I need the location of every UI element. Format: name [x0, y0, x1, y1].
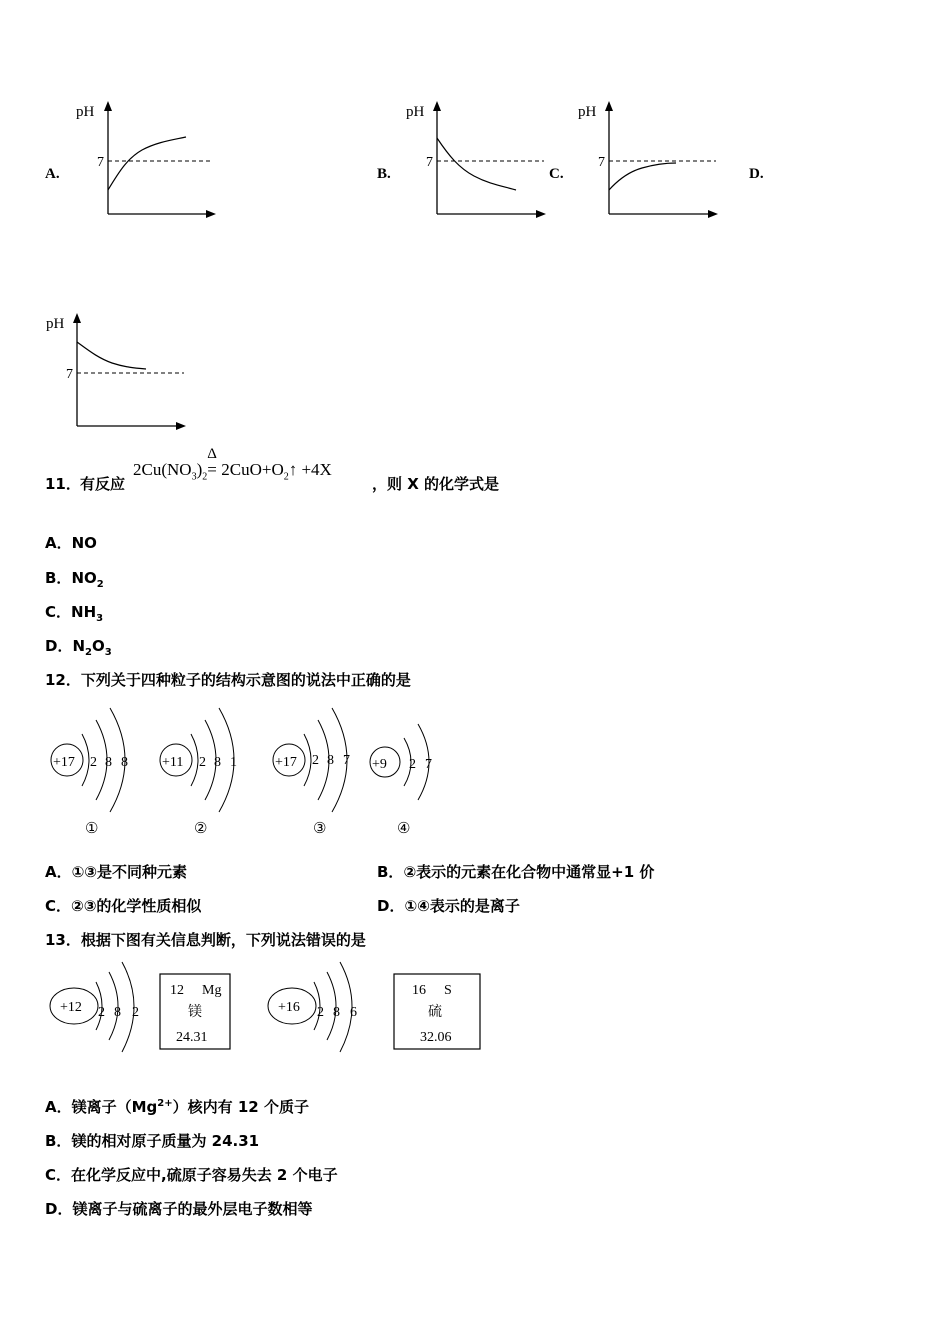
opt-tail: O	[91, 637, 105, 655]
opt-text: NO	[71, 534, 97, 552]
ph-graph-b	[404, 98, 554, 223]
opt-text: ②表示的元素在化合物中通常显+1 价	[403, 863, 655, 881]
opt-label: C．	[45, 1166, 72, 1184]
particle-2	[160, 708, 237, 837]
opt-label: C．	[45, 897, 72, 915]
q11-equation	[133, 446, 332, 483]
particle-4-tag: ④	[397, 821, 411, 837]
s-shell-2: 8	[333, 1005, 340, 1020]
particle-1	[51, 708, 128, 837]
mg-shell-1: 2	[98, 1005, 105, 1020]
s-card-mass: 32.06	[420, 1030, 452, 1045]
graph-a-axis-label: pH	[76, 104, 95, 120]
eq-sub3: 2	[283, 471, 289, 483]
eq-condition: Δ	[207, 446, 217, 462]
opt-text: N	[72, 637, 86, 655]
opt-text: NH	[71, 603, 97, 621]
opt-label: A．	[45, 863, 72, 881]
particle-4	[370, 724, 432, 837]
particle-3-shell-3: 7	[343, 753, 350, 768]
s-shell-3: 6	[350, 1005, 357, 1020]
q12-option-b[interactable]	[377, 861, 654, 882]
particle-2-shell-2: 8	[214, 755, 221, 770]
particle-1-shell-2: 8	[105, 755, 112, 770]
particle-3	[273, 708, 350, 837]
eq-product1: 2CuO+O	[221, 460, 284, 479]
ph-graph-d	[44, 310, 194, 435]
graph-c-label: C.	[549, 166, 564, 182]
eq-equals: =	[207, 460, 217, 479]
particle-4-shell-1: 2	[409, 757, 416, 772]
eq-sub2: 2	[202, 471, 208, 483]
mg-nucleus: +12	[60, 1000, 82, 1015]
opt-text: ①③是不同种元素	[71, 863, 188, 881]
particle-2-tag: ②	[194, 821, 208, 837]
particle-2-shell-3: 1	[230, 755, 237, 770]
question-13-stem	[45, 929, 366, 950]
mg-atom	[50, 962, 139, 1052]
q12-option-a[interactable]	[45, 861, 187, 882]
q12-option-c[interactable]	[45, 895, 201, 916]
q13-option-c[interactable]	[45, 1164, 338, 1185]
mg-card-symbol: Mg	[202, 983, 222, 998]
particle-2-shell-1: 2	[199, 755, 206, 770]
opt-text-pre: 镁离子（Mg	[71, 1098, 158, 1116]
graph-b-label: B.	[377, 166, 391, 182]
opt-sup: 2+	[157, 1098, 173, 1109]
q11-option-a[interactable]	[45, 532, 97, 553]
q13-atom-diagrams	[40, 960, 490, 1060]
q13-number: 13．	[45, 931, 81, 949]
opt-text: 镁离子与硫离子的最外层电子数相等	[72, 1200, 313, 1218]
graph-a-label: A.	[45, 166, 60, 182]
opt-text: 镁的相对原子质量为 24.31	[71, 1132, 260, 1150]
q13-option-b[interactable]	[45, 1130, 259, 1151]
graph-c-ref: 7	[598, 155, 605, 170]
mg-card-number: 12	[170, 983, 184, 998]
q11-prefix: 有反应	[80, 475, 126, 493]
opt-label: D．	[377, 897, 405, 915]
s-nucleus: +16	[278, 1000, 300, 1015]
mg-shell-3: 2	[132, 1005, 139, 1020]
mg-element-card	[160, 974, 230, 1049]
q11-option-d[interactable]	[45, 635, 112, 658]
opt-text: ①④表示的是离子	[404, 897, 520, 915]
q11-option-b[interactable]	[45, 567, 104, 590]
opt-sub: 2	[96, 579, 104, 590]
s-atom	[268, 962, 357, 1052]
q12-particle-diagrams	[40, 702, 460, 844]
graph-b	[376, 98, 556, 228]
graph-c	[548, 98, 728, 228]
opt-label: B．	[45, 1132, 72, 1150]
eq-sub1: 3	[191, 471, 197, 483]
q13-option-d[interactable]	[45, 1198, 312, 1219]
particle-1-shell-1: 2	[90, 755, 97, 770]
graph-d-label: D.	[749, 166, 764, 182]
graph-a-ref: 7	[97, 155, 104, 170]
s-shell-1: 2	[317, 1005, 324, 1020]
question-12-stem	[45, 669, 411, 690]
q12-option-d[interactable]	[377, 895, 520, 916]
opt-label: D．	[45, 1200, 73, 1218]
q11-option-c[interactable]	[45, 601, 103, 624]
particle-3-tag: ③	[313, 821, 327, 837]
opt-sub: 2	[85, 647, 92, 658]
particle-1-tag: ①	[85, 821, 99, 837]
opt-label: A．	[45, 1098, 72, 1116]
eq-product2: +4X	[297, 460, 332, 479]
mg-shell-2: 8	[114, 1005, 121, 1020]
particle-3-nucleus: +17	[275, 755, 297, 770]
opt-label: B．	[45, 569, 72, 587]
graph-a	[44, 98, 224, 228]
opt-text-post: ）核内有 12 个质子	[172, 1098, 309, 1116]
particle-4-shell-2: 7	[425, 757, 432, 772]
graph-d-axis-label: pH	[46, 316, 65, 332]
mg-card-mass: 24.31	[176, 1030, 208, 1045]
particle-2-nucleus: +11	[162, 755, 184, 770]
opt-sub: 3	[96, 613, 104, 624]
q12-number: 12．	[45, 671, 81, 689]
opt-label: D．	[45, 637, 73, 655]
opt-label: B．	[377, 863, 404, 881]
graph-b-axis-label: pH	[406, 104, 425, 120]
opt-label: A．	[45, 534, 72, 552]
s-card-number: 16	[412, 983, 426, 998]
opt-text: ②③的化学性质相似	[71, 897, 202, 915]
q13-stem-text: 根据下图有关信息判断，下列说法错误的是	[80, 931, 366, 949]
particle-1-nucleus: +17	[53, 755, 75, 770]
s-card-symbol: S	[444, 983, 452, 998]
ph-graph-c	[576, 98, 726, 223]
opt-label: C．	[45, 603, 72, 621]
q11-suffix: ，则 X 的化学式是	[372, 475, 500, 493]
mg-card-name: 镁	[188, 1005, 202, 1020]
graph-c-axis-label: pH	[578, 104, 597, 120]
s-element-card	[394, 974, 480, 1049]
q13-option-a[interactable]	[45, 1096, 309, 1117]
particle-3-shell-1: 2	[312, 753, 319, 768]
graph-b-ref: 7	[426, 155, 433, 170]
opt-sub2: 3	[104, 647, 112, 658]
opt-text: NO	[71, 569, 97, 587]
particle-1-shell-3: 8	[121, 755, 128, 770]
q11-number: 11．	[45, 475, 81, 493]
eq-paren: )	[196, 460, 203, 479]
ph-graph-a	[72, 98, 222, 223]
eq-reactant: 2Cu(NO	[133, 460, 192, 479]
opt-text: 在化学反应中,硫原子容易失去 2 个电子	[71, 1166, 338, 1184]
s-card-name: 硫	[428, 1005, 442, 1020]
graph-d-ref: 7	[66, 367, 73, 382]
particle-3-shell-2: 8	[327, 753, 334, 768]
eq-arrow: ↑	[288, 460, 298, 479]
q12-stem-text: 下列关于四种粒子的结构示意图的说法中正确的是	[80, 671, 411, 689]
particle-4-nucleus: +9	[372, 757, 387, 772]
